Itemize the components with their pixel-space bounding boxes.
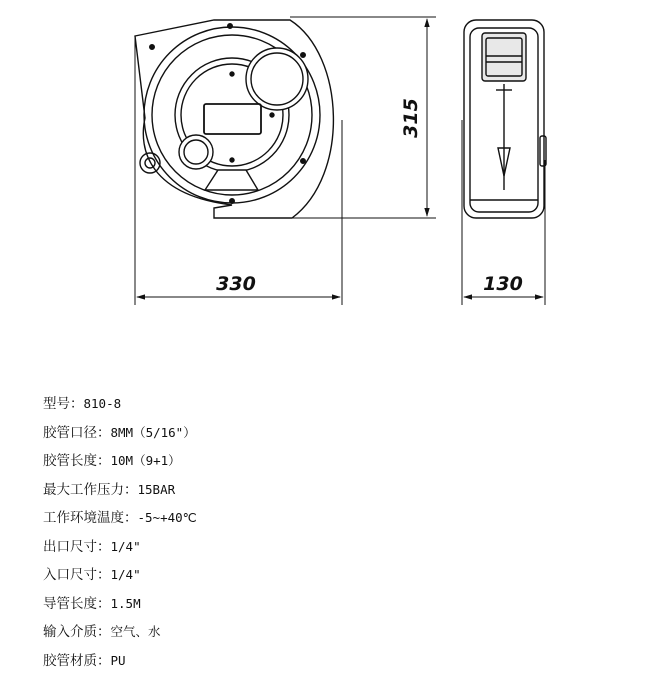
top-lobe: [246, 48, 308, 110]
spec-hose-diameter: 胶管口径：8MM（5/16"）: [43, 422, 197, 451]
hose-reel-technical-drawing: [0, 0, 658, 320]
width-dimension-label: 330: [216, 273, 256, 295]
side-view: [464, 20, 546, 218]
spec-inlet-size: 入口尺寸：1/4": [43, 564, 197, 593]
depth-dimension-label: 130: [483, 273, 523, 295]
label-window: [204, 104, 261, 134]
hose-guide: [205, 170, 258, 190]
spec-outlet-size: 出口尺寸：1/4": [43, 536, 197, 565]
spec-list: [43, 393, 197, 678]
front-view: [135, 20, 333, 218]
spec-lead-hose-length: 导管长度：1.5M: [43, 593, 197, 622]
spec-hose-material: 胶管材质：PU: [43, 650, 197, 678]
spec-temperature: 工作环境温度：-5~+40℃: [43, 507, 197, 536]
spec-model: 型号：810-8: [43, 393, 197, 422]
side-handle: [482, 33, 526, 81]
spec-max-pressure: 最大工作压力：15BAR: [43, 479, 197, 508]
spec-hose-length: 胶管长度：10M（9+1）: [43, 450, 197, 479]
height-dimension-label: 315: [400, 98, 422, 138]
spec-medium: 输入介质：空气、水: [43, 621, 197, 650]
